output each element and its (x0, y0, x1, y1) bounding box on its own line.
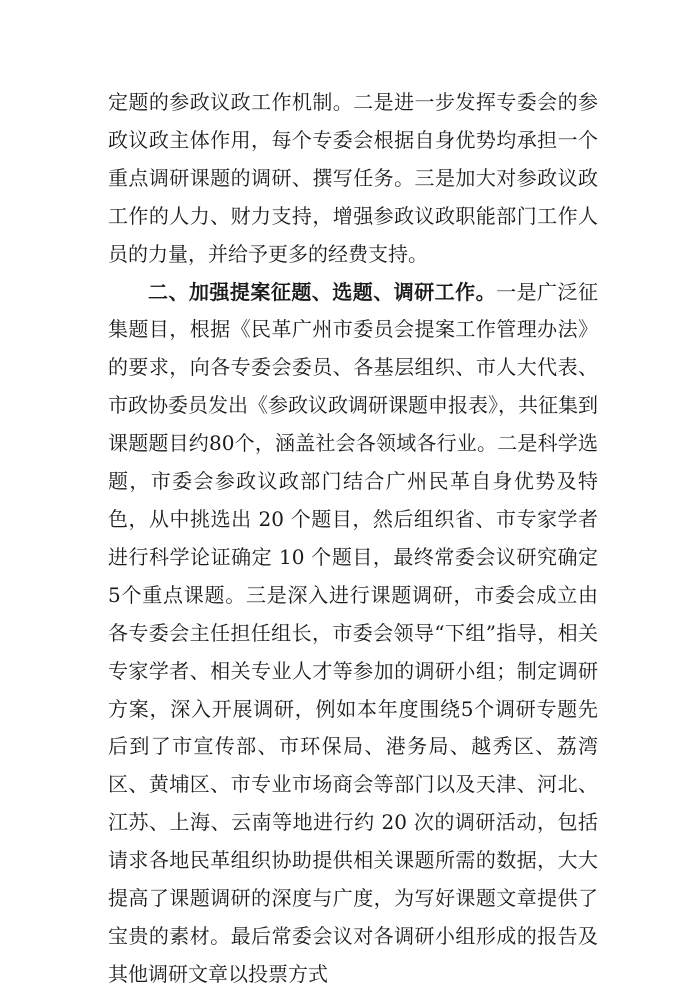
paragraph-continuation (108, 84, 598, 274)
section-heading: 二、加强提案征题、选题、调研工作。 (148, 279, 497, 304)
paragraph-section-two (108, 274, 598, 994)
paragraph-text: 一是广泛征集题目，根据《民革广州市委员会提案工作管理办法》的要求，向各专委会委员、各基层组织、市人大代表、市政协委员发出《参政议政调研课题申报表》，共征集到课题题目约80个，涵盖社会各领域各行业。二是科学选题，市委会参政议政部门结合广州民革自身优势及特色，从中挑选出 20 个题目，然后组织省、市专家学者进行科学论证确定 10 个题目，最终常委会议研究确定5个重点课题。三是深入进行课题调研，市委会成立由各专委会主任担任组长，市委会领导“下组”指导，相关专家学者、相关专业人才等参加的调研小组；制定调研方案，深入开展调研，例如本年度围绕5个调研专题先后到了市宣传部、市环保局、港务局、越秀区、荔湾区、黄埔区、市专业市场商会等部门以及天津、河北、江苏、上海、云南等地进行约 20 次的调研活动，包括请求各地民革组织协助提供相关课题所需的数据，大大提高了课题调研的深度与广度，为写好课题文章提供了宝贵的素材。最后常委会议对各调研小组形成的报告及其他调研文章以投票方式 (108, 279, 599, 986)
body-text (108, 84, 598, 994)
paragraph-text: 定题的参政议政工作机制。二是进一步发挥专委会的参政议政主体作用，每个专委会根据自身优势均承担一个重点调研课题的调研、撰写任务。三是加大对参政议政工作的人力、财力支持，增强参政议政职能部门工作人员的力量，并给予更多的经费支持。 (108, 90, 598, 266)
